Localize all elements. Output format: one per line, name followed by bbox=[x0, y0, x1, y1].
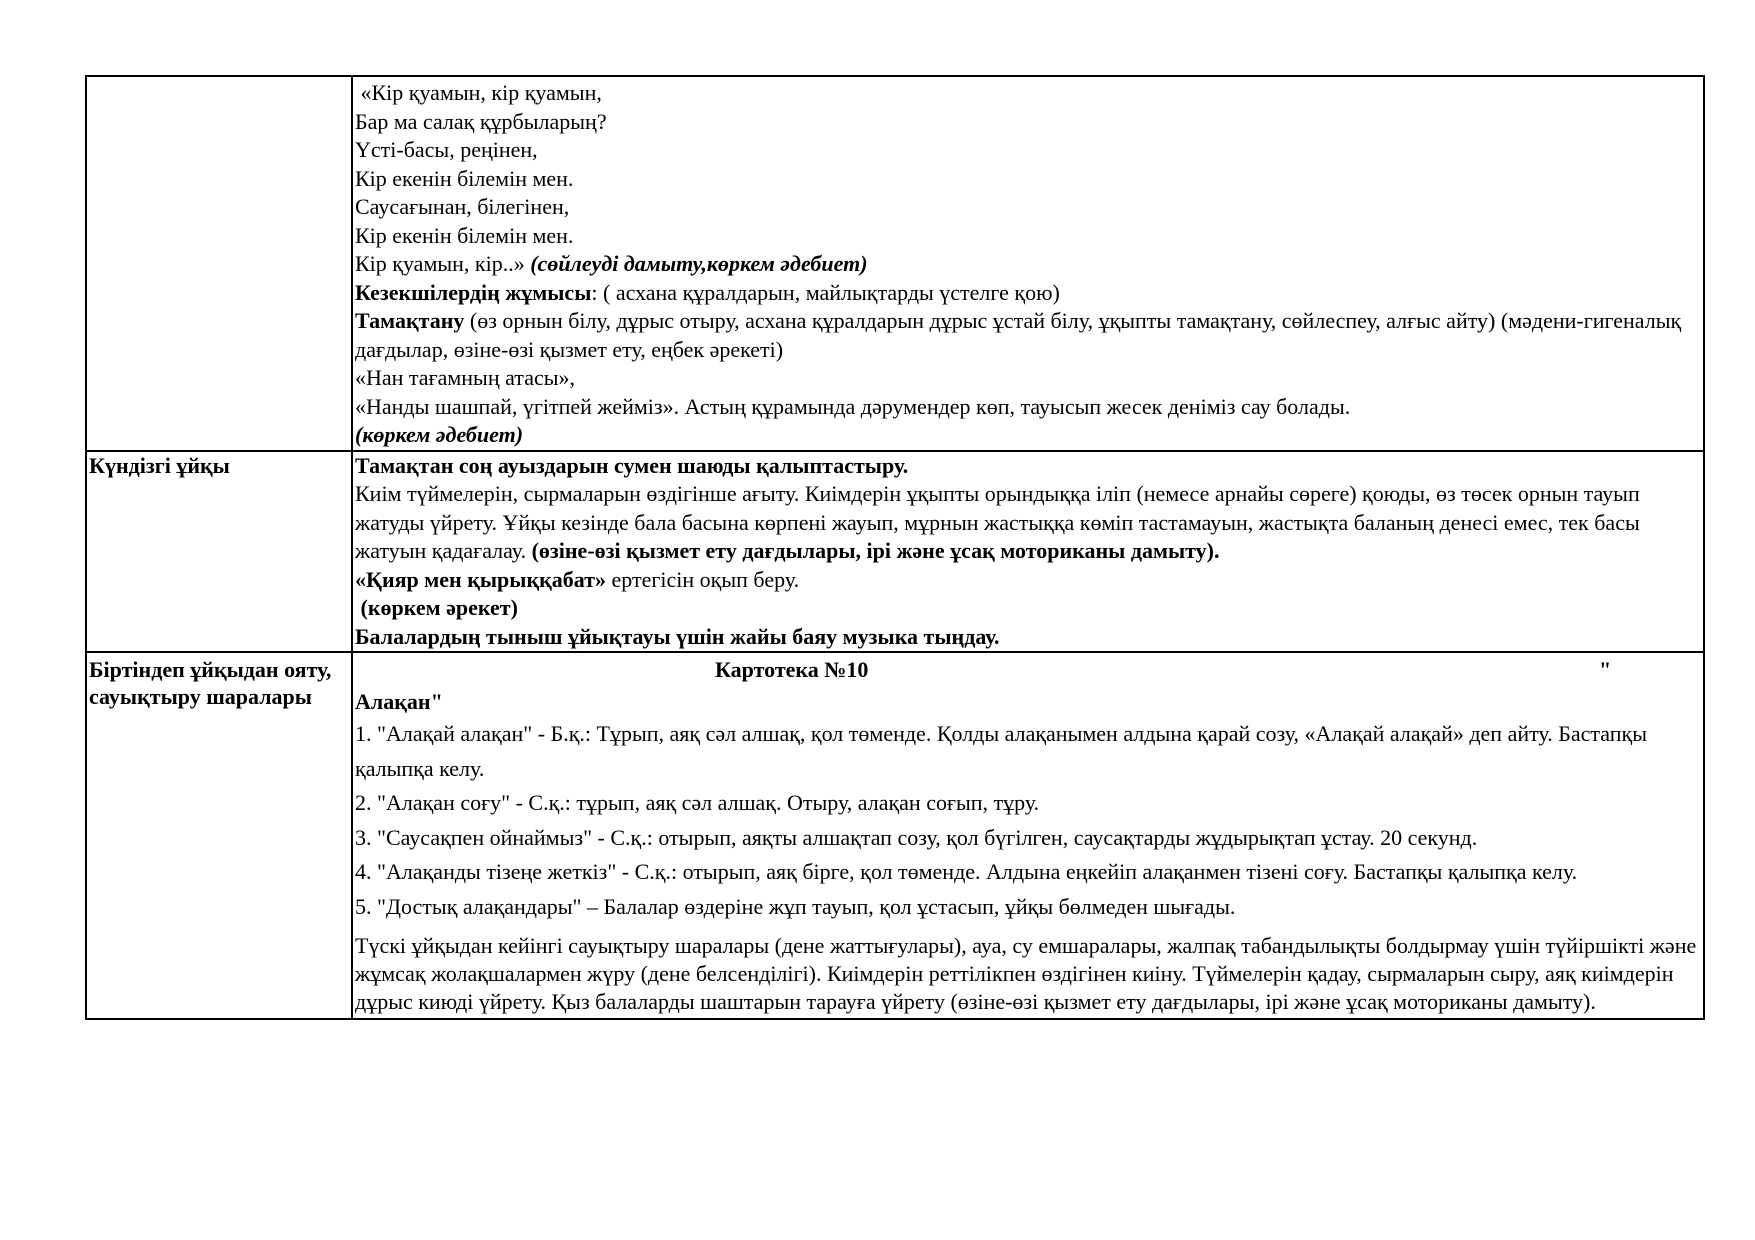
duty-text: : ( асхана құралдарын, майлықтарды үстелге қою) bbox=[591, 279, 1060, 305]
sleep-paragraph bbox=[355, 480, 1697, 566]
list-item: 1. "Алақай алақан" - Б.қ.: Тұрып, аяқ сәл алшақ, қол төменде. Қолды алақанымен алдына қарай созу, «Алақай алақай» деп айту. Бастапқы қалыпқа келу. bbox=[355, 721, 1647, 781]
section-heading: Тамақтан соң ауыздарын сумен шаюды қалыптастыру. bbox=[355, 452, 909, 478]
row-label-cell bbox=[86, 652, 352, 1019]
poem-line: Кір қуамын, кір..» bbox=[355, 251, 531, 276]
poem-line: Бар ма салақ құрбыларың? bbox=[355, 108, 607, 134]
proverb-line: «Нан тағамның атасы», bbox=[355, 365, 575, 390]
list-item: 2. "Алақан соғу" - С.қ.: тұрып, аяқ сәл алшақ. Отыру, алақан соғып, тұру. bbox=[355, 790, 1040, 815]
poem-line: Кір екенін білемін мен. bbox=[355, 222, 574, 248]
poem-line: Саусағынан, білегінен, bbox=[355, 194, 570, 219]
poem-tag: (сөйлеуді дамыту,көркем әдебиет) bbox=[530, 251, 868, 276]
proverb-line: «Нанды шашпай, үгітпей жейміз». Астың құрамында дәрумендер көп, тауысып жесек деніміз сау болады. bbox=[355, 393, 1351, 419]
literature-tag: (көркем әдебиет) bbox=[355, 422, 524, 447]
card-title: Картотека №10 bbox=[715, 657, 869, 682]
exercise-list bbox=[355, 717, 1697, 924]
sleep-text: Киім түймелерін, сырмаларын өздігінше ағыту. Киімдерін ұқыпты орындыққа іліп (немесе арнайы сөреге) қоюды, өз төсек орнын тауып жатуды үйрету. Ұйқы кезінде бала басына көрпені жауып, мұрнын жастыққа көміп тастамауын, жастықта баланың денесі емес, тек басы жатуын қадағалау. bbox=[355, 481, 1640, 563]
row-label-cell bbox=[86, 76, 352, 451]
row-label: Біртіндеп ұйқыдан ояту, сауықтыру шаралары bbox=[89, 657, 332, 709]
duty-heading: Кезекшілердің жұмысы bbox=[355, 279, 592, 305]
list-item: 5. "Достық алақандары" – Балалар өздеріне жұп тауып, қол ұстасып, ұйқы бөлмеден шығады. bbox=[355, 893, 1236, 919]
poem-line: «Кір қуамын, кір қуамын, bbox=[355, 80, 602, 105]
poem-last-line bbox=[355, 250, 1697, 279]
tale-title: «Қияр мен қырыққабат» bbox=[355, 566, 607, 592]
recovery-paragraph: Түскі ұйқыдан кейінгі сауықтыру шаралары (дене жаттығулары), ауа, су емшаралары, жалпақ табандылықты болдырмау үшін түйіршікті және жұмсақ жолақшалармен жүру (дене белсенділігі). Киімдерін реттілікпен өздігінен киіну. Түймелерін қадау, сырмаларын сыру, аяқ киімдерін дұрыс киюді үйрету. Қыз балаларды шаштарын тарауға үйрету (өзіне-өзі қызмет ету дағдылары, ірі және ұсақ моториканы дамыту). bbox=[355, 933, 1697, 1014]
row-label-cell bbox=[86, 451, 352, 653]
table-row bbox=[86, 652, 1704, 1019]
row-label: Күндізгі ұйқы bbox=[89, 452, 230, 478]
table-row bbox=[86, 76, 1704, 451]
poem-line: Үсті-басы, реңінен, bbox=[355, 137, 538, 162]
card-quote: " bbox=[1599, 657, 1612, 682]
row-content-cell bbox=[352, 652, 1704, 1019]
sleep-skills: (өзіне-өзі қызмет ету дағдылары, ірі және ұсақ моториканы дамыту). bbox=[531, 538, 1220, 563]
list-item: 4. "Алақанды тізеңе жеткіз" - С.қ.: отырып, аяқ бірге, қол төменде. Алдына еңкейіп алақанмен тізені соғу. Бастапқы қалыпқа келу. bbox=[355, 859, 1578, 884]
card-name: Алақан" bbox=[355, 689, 443, 714]
duty-line bbox=[355, 279, 1697, 308]
table-row bbox=[86, 451, 1704, 653]
poem-line: Кір екенін білемін мен. bbox=[355, 165, 574, 191]
music-line: Балалардың тыныш ұйықтауы үшін жайы баяу музыка тыңдау. bbox=[355, 623, 1000, 649]
tale-text: ертегісін оқып беру. bbox=[606, 566, 800, 592]
list-item: 3. "Саусақпен ойнаймыз" - С.қ.: отырып, аяқты алшақтап созу, қол бүгілген, саусақтарды жұдырықтап ұстау. 20 секунд. bbox=[355, 824, 1478, 850]
activity-tag: (көркем әрекет) bbox=[355, 595, 518, 620]
meal-paragraph bbox=[355, 307, 1697, 364]
meal-heading: Тамақтану bbox=[355, 308, 465, 333]
meal-text: (өз орнын білу, дұрыс отыру, асхана құралдарын дұрыс ұстай білу, ұқыпты тамақтану, сөйлеспеу, алғыс айту) (мәдени-гигеналық дағдылар, өзіне-өзі қызмет ету, еңбек әрекеті) bbox=[355, 308, 1682, 362]
row-content-cell bbox=[352, 451, 1704, 653]
card-title-line bbox=[355, 653, 1697, 687]
daily-plan-table bbox=[85, 75, 1705, 1020]
row-content-cell bbox=[352, 76, 1704, 451]
tale-line bbox=[355, 566, 1697, 595]
